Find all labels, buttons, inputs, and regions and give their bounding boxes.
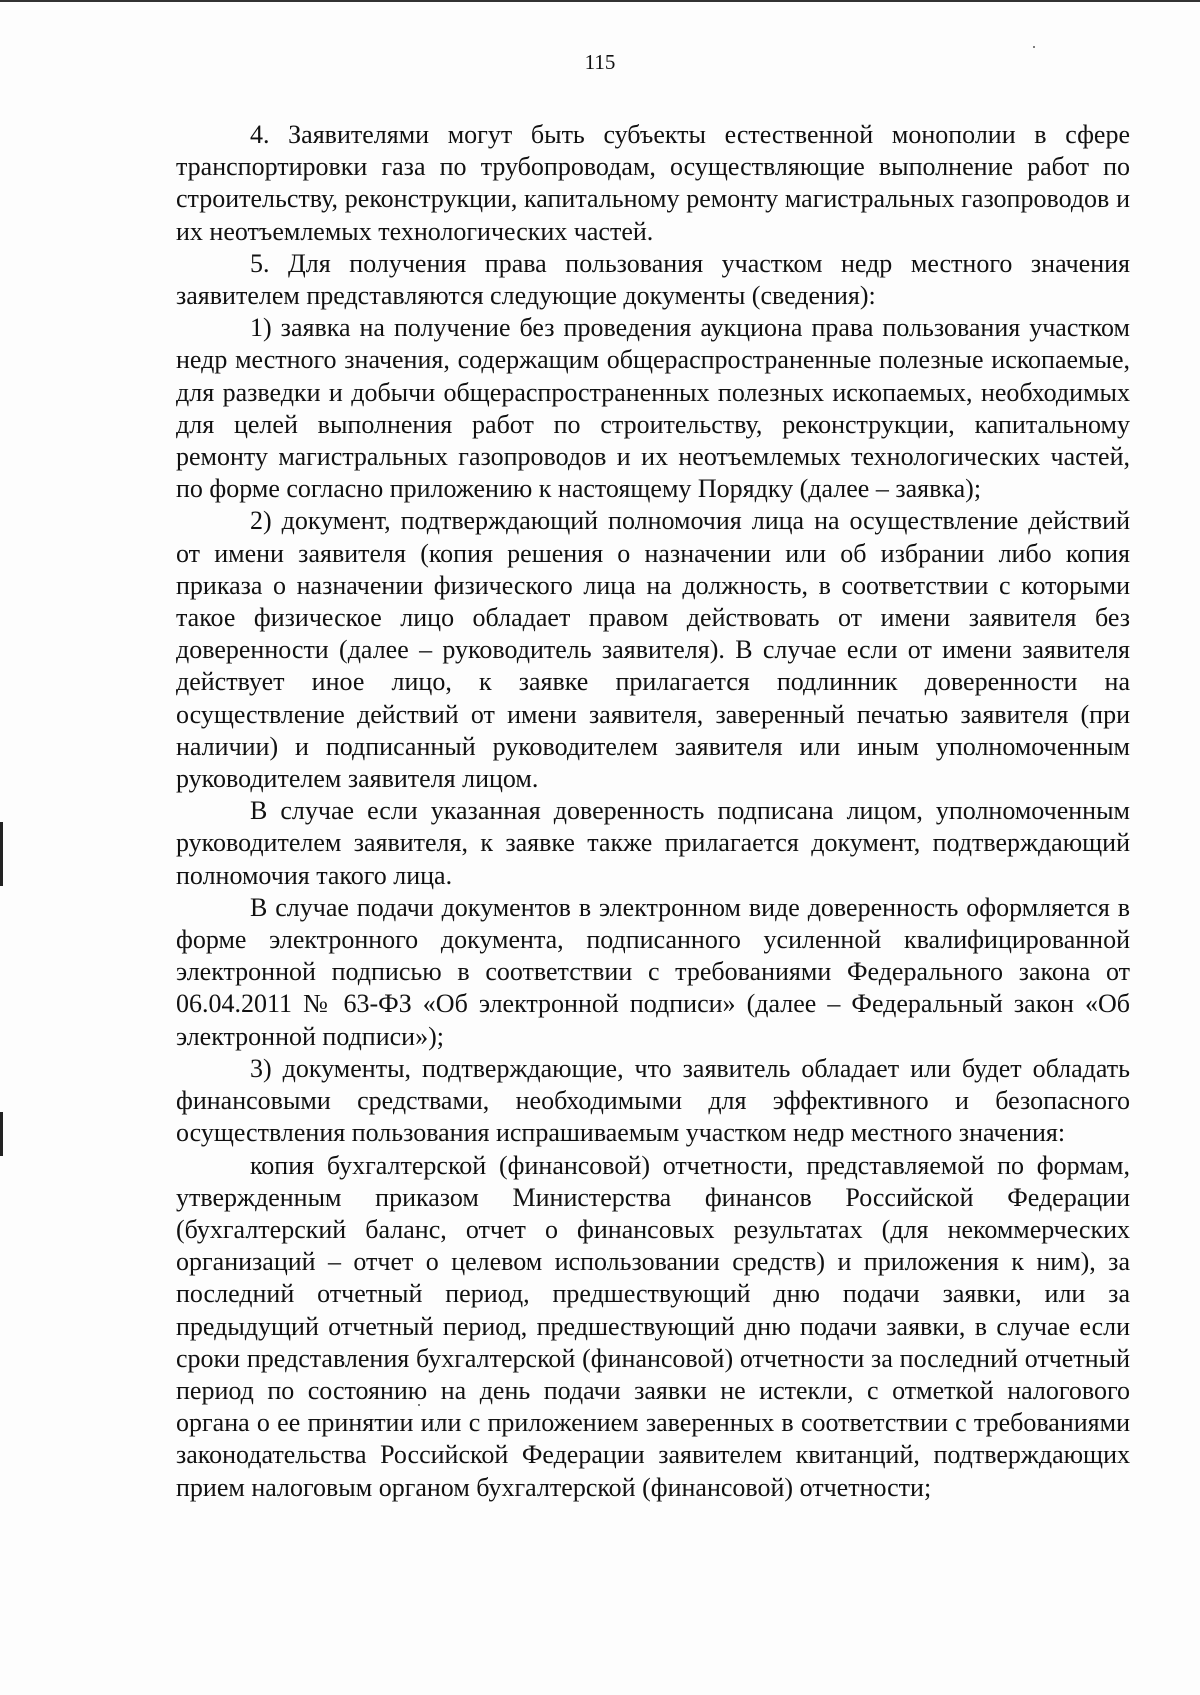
scan-top-edge — [0, 0, 1200, 2]
scan-margin-mark — [0, 1112, 3, 1156]
document-body — [176, 119, 1130, 1504]
paragraph-accounting-copy: копия бухгалтерской (финансовой) отчетности, представляемой по формам, утвержденным приказом Министерства финансов Российской Федерации (бухгалтерский баланс, отчет о финансовых результатах (для некоммерческих организаций – отчет о целевом использовании средств) и приложения к ним), за последний отчетный период, предшествующий дню подачи заявки, или за предыдущий отчетный период, предшествующий дню подачи заявки, в случае если сроки представления бухгалтерской (финансовой) отчетности за последний отчетный период по состоянию на день подачи заявки не истекли, с отметкой налогового органа о ее принятии или с приложением заверенных в соответствии с требованиями законодательства Российской Федерации заявителем квитанций, подтверждающих прием налоговым органом бухгалтерской (финансовой) отчетности; — [176, 1150, 1130, 1502]
paragraph-electronic-submission: В случае подачи документов в электронном виде доверенность оформляется в форме электронного документа, подписанного усиленной квалифицированной электронной подписью в соответствии с требованиями Федерального закона от 06.04.2011 № 63-ФЗ «Об электронной подписи» (далее – Федеральный закон «Об электронной подписи»); — [176, 892, 1130, 1051]
scan-margin-mark — [0, 822, 3, 886]
paragraph-item-4: 4. Заявителями могут быть субъекты естественной монополии в сфере транспортировки газа по трубопроводам, осуществляющие выполнение работ по строительству, реконструкции, капитальному ремонту магистральных газопроводов и их неотъемлемых технологических частей. — [176, 120, 1130, 246]
paragraph-subitem-1: 1) заявка на получение без проведения аукциона права пользования участком недр местного значения, содержащим общераспространенные полезные ископаемые, для разведки и добычи общераспространенных полезных ископаемых, необходимых для целей выполнения работ по строительству, реконструкции, капитальному ремонту магистральных газопроводов и их неотъемлемых технологических частей, по форме согласно приложению к настоящему Порядку (далее – заявка); — [176, 313, 1130, 504]
page-number: 115 — [584, 50, 616, 74]
paragraph-subitem-2: 2) документ, подтверждающий полномочия лица на осуществление действий от имени заявителя (копия решения о назначении или об избрании либо копия приказа о назначении физического лица на должность, в соответствии с которыми такое физическое лицо обладает правом действовать от имени заявителя без доверенности (далее – руководитель заявителя). В случае если от имени заявителя действует иное лицо, к заявке прилагается подлинник доверенности на осуществление действий от имени заявителя, заверенный печатью заявителя (при наличии) и подписанный руководителем заявителя или иным уполномоченным руководителем заявителя лицом. — [176, 506, 1130, 794]
paragraph-item-5: 5. Для получения права пользования участком недр местного значения заявителем представляются следующие документы (сведения): — [176, 248, 1130, 311]
scan-speck — [1033, 46, 1035, 48]
paragraph-subitem-3: 3) документы, подтверждающие, что заявитель обладает или будет обладать финансовыми средствами, необходимыми для эффективного и безопасного осуществления пользования испрашиваемым участком недр местного значения: — [176, 1053, 1130, 1148]
paragraph-proxy-signed: В случае если указанная доверенность подписана лицом, уполномоченным руководителем заявителя, к заявке также прилагается документ, подтверждающий полномочия такого лица. — [176, 796, 1130, 890]
